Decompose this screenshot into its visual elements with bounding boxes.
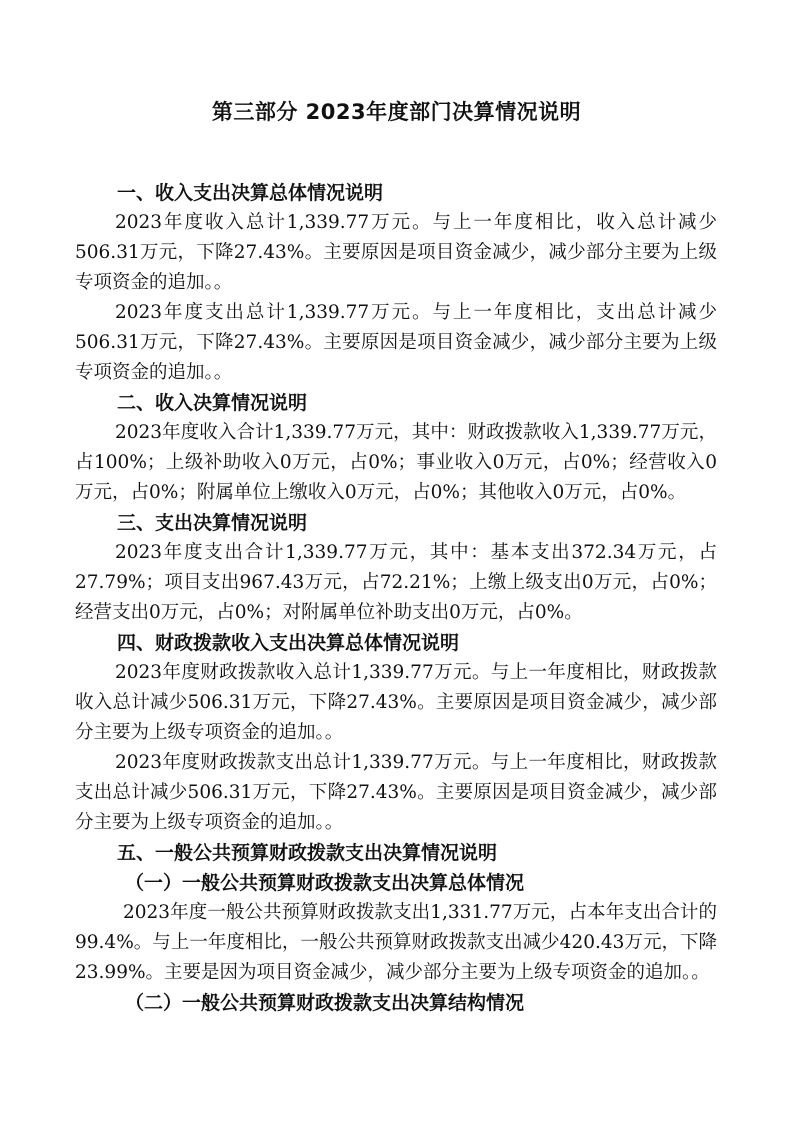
subsection-heading-5-1: （一）一般公共预算财政拨款支出决算总体情况 bbox=[125, 872, 525, 894]
section-heading-1: 一、收入支出决算总体情况说明 bbox=[117, 182, 384, 204]
section-1-paragraph-1: 2023年度收入总计1,339.77万元。与上一年度相比，收入总计减少506.31万元，下降27.43%。主要原因是项目资金减少，减少部分主要为上级专项资金的追加。。 bbox=[75, 212, 717, 293]
document-body bbox=[75, 178, 717, 1018]
section-1-paragraph-2: 2023年度支出总计1,339.77万元。与上一年度相比，支出总计减少506.31万元，下降27.43%。主要原因是项目资金减少，减少部分主要为上级专项资金的追加。。 bbox=[75, 302, 717, 383]
subsection-5-1-paragraph-1: 2023年度一般公共预算财政拨款支出1,331.77万元，占本年支出合计的99.4%。与上一年度相比，一般公共预算财政拨款支出减少420.43万元，下降23.99%。主要是因为项目资金减少，减少部分主要为上级专项资金的追加。。 bbox=[75, 902, 717, 983]
section-heading-4: 四、财政拨款收入支出决算总体情况说明 bbox=[117, 632, 460, 654]
section-heading-2: 二、收入决算情况说明 bbox=[117, 392, 308, 414]
section-3-paragraph-1: 2023年度支出合计1,339.77万元，其中：基本支出372.34万元，占27.79%；项目支出967.43万元，占72.21%；上缴上级支出0万元，占0%；经营支出0万元，占0%；对附属单位补助支出0万元，占0%。 bbox=[75, 542, 717, 623]
page-title: 第三部分 2023年度部门决算情况说明 bbox=[211, 100, 582, 124]
subsection-heading-5-2: （二）一般公共预算财政拨款支出决算结构情况 bbox=[125, 992, 525, 1014]
section-heading-3: 三、支出决算情况说明 bbox=[117, 512, 308, 534]
section-4-paragraph-2: 2023年度财政拨款支出总计1,339.77万元。与上一年度相比，财政拨款支出总计减少506.31万元，下降27.43%。主要原因是项目资金减少，减少部分主要为上级专项资金的追加。。 bbox=[75, 752, 717, 833]
section-2-paragraph-1: 2023年度收入合计1,339.77万元，其中：财政拨款收入1,339.77万元，占100%；上级补助收入0万元，占0%；事业收入0万元，占0%；经营收入0万元，占0%；附属单位上缴收入0万元，占0%；其他收入0万元，占0%。 bbox=[75, 422, 717, 503]
section-heading-5: 五、一般公共预算财政拨款支出决算情况说明 bbox=[117, 842, 498, 864]
section-4-paragraph-1: 2023年度财政拨款收入总计1,339.77万元。与上一年度相比，财政拨款收入总计减少506.31万元，下降27.43%。主要原因是项目资金减少，减少部分主要为上级专项资金的追加。。 bbox=[75, 662, 717, 743]
